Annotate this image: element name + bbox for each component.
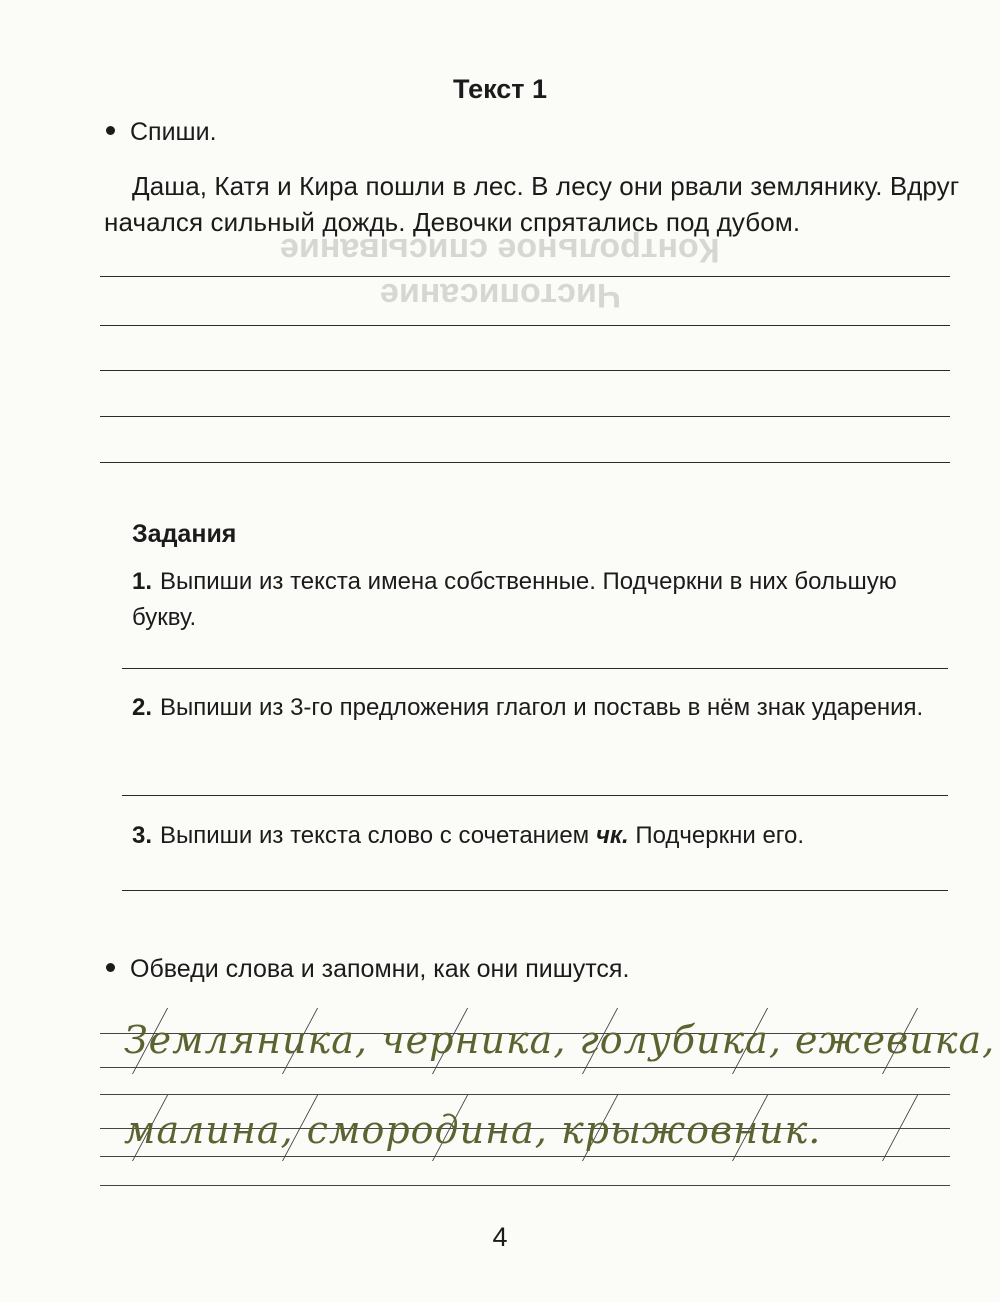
- task-1: [132, 564, 948, 636]
- task-text-end: Подчеркни его.: [628, 822, 805, 849]
- letter-combination: чк.: [595, 822, 629, 849]
- show-through-decoration: Контрольное списывание: [280, 231, 720, 269]
- copybook-line: [100, 1185, 950, 1186]
- answer-line[interactable]: [122, 795, 948, 796]
- passage-text: Даша, Катя и Кира пошли в лес. В лесу они рвали землянику. Вдруг начался сильный дождь. Девочки спрятались под дубом.: [104, 171, 960, 237]
- handwriting-line-2[interactable]: малина, смородина, крыжовник.: [124, 1108, 822, 1152]
- circle-instruction-text: Обведи слова и запомни, как они пишутся.: [130, 955, 630, 983]
- writing-line[interactable]: [100, 416, 950, 417]
- writing-line[interactable]: [100, 370, 950, 371]
- page-number: 4: [492, 1222, 508, 1252]
- page-title: Текст 1: [452, 74, 548, 104]
- task-text: Выпиши из 3-го предложения глагол и поставь в нём знак ударения.: [160, 694, 924, 721]
- task-3: [132, 818, 948, 854]
- answer-line[interactable]: [122, 668, 948, 669]
- task-number: 1.: [132, 568, 153, 595]
- task-2: [132, 690, 948, 726]
- copy-instruction-text: Спиши.: [130, 118, 217, 146]
- writing-line[interactable]: [100, 276, 950, 277]
- copy-instruction: [106, 118, 217, 147]
- copybook-line: [100, 1094, 950, 1095]
- task-text: Выпиши из текста имена собственные. Подчеркни в них большую букву.: [132, 568, 897, 631]
- handwriting-line-1[interactable]: Земляника, черника, голубика, ежевика,: [124, 1018, 996, 1062]
- tasks-heading: Задания: [132, 520, 237, 548]
- task-number: 3.: [132, 822, 153, 849]
- task-text: Выпиши из текста слово с сочетанием: [160, 822, 596, 849]
- answer-line[interactable]: [122, 890, 948, 891]
- writing-line[interactable]: [100, 325, 950, 326]
- bullet-icon: [106, 126, 115, 135]
- writing-line[interactable]: [100, 462, 950, 463]
- task-number: 2.: [132, 694, 153, 721]
- copybook-line: [100, 1067, 950, 1068]
- circle-instruction: [106, 955, 629, 984]
- copybook-line: [100, 1156, 950, 1157]
- bullet-icon: [106, 963, 115, 972]
- show-through-decoration: Чистописание: [380, 276, 621, 314]
